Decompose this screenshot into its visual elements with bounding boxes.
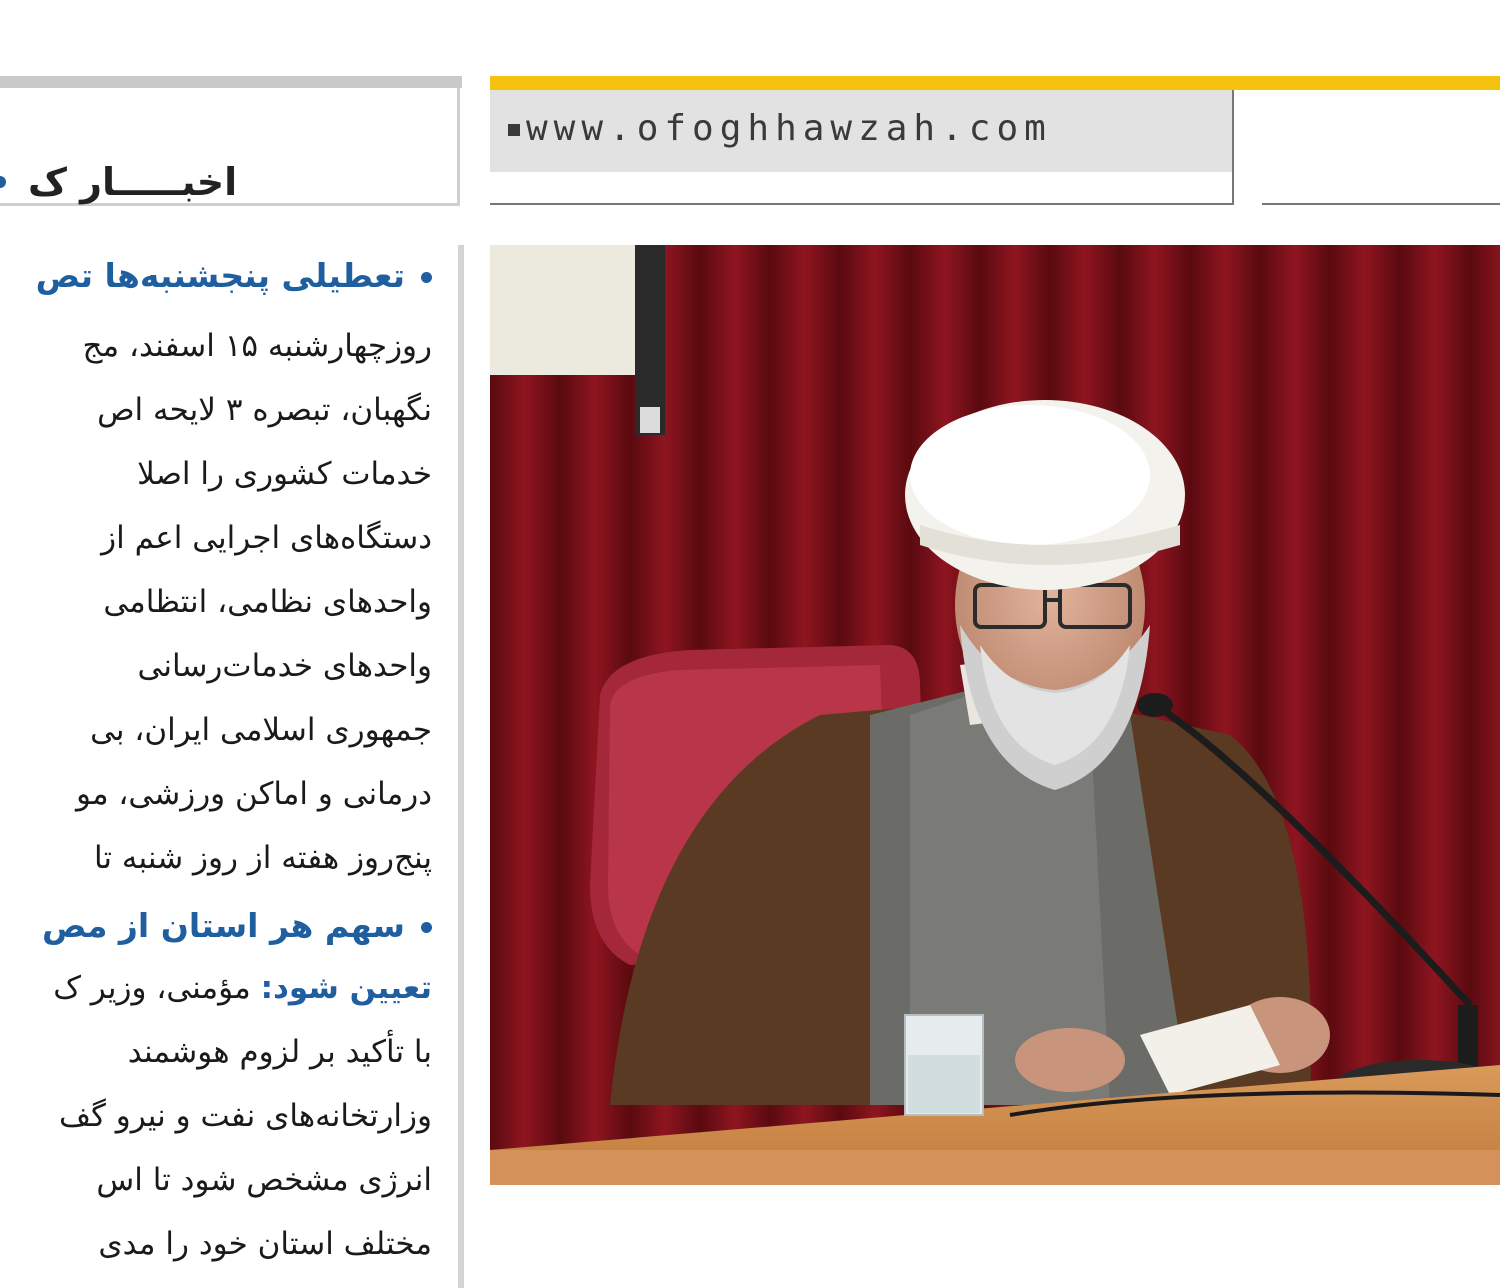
article-photo xyxy=(490,245,1500,1185)
accent-bar xyxy=(490,76,1500,90)
section-title xyxy=(0,160,300,220)
news-line: واحدهای خدمات‌رسانی xyxy=(137,648,432,684)
section-bullet-icon xyxy=(0,176,6,188)
news-lead-rest: مؤمنی، وزیر ک xyxy=(53,970,251,1006)
header-rule xyxy=(490,203,1234,205)
news-line: واحدهای نظامی، انتظامی xyxy=(103,584,432,620)
news-headline-1[interactable]: تعطیلی پنجشنبه‌ها تص xyxy=(0,259,432,292)
news-line: نگهبان، تبصره ۳ لایحه اص xyxy=(97,392,432,428)
left-news-column xyxy=(0,0,465,1288)
header-divider xyxy=(1232,90,1234,205)
news-line: خدمات کشوری را اصلا xyxy=(137,456,432,492)
column-divider xyxy=(458,245,464,1288)
news-line: دستگاه‌های اجرایی اعم از xyxy=(101,520,432,556)
news-line: درمانی و اماکن ورزشی، مو xyxy=(75,776,432,812)
news-lead-line xyxy=(0,970,432,1006)
news-headline-2[interactable]: سهم هر استان از مص xyxy=(0,909,432,942)
headline-bullet-icon xyxy=(421,922,432,933)
news-lead: تعیین شود: xyxy=(260,970,432,1006)
news-line: انرژی مشخص شود تا اس xyxy=(96,1162,432,1198)
headline-bullet-icon xyxy=(421,272,432,283)
section-title-text: اخبـــــار ک xyxy=(28,160,238,204)
news-line: روزچهارشنبه ۱۵ اسفند، مج xyxy=(82,328,432,364)
news-text-block xyxy=(0,245,432,1288)
news-line: پنج‌روز هفته از روز شنبه تا xyxy=(93,840,432,876)
header-rule xyxy=(1262,203,1500,205)
news-line: جمهوری اسلامی ایران، بی xyxy=(90,712,432,748)
column-header-bar xyxy=(0,76,462,88)
news-line: با تأکید بر لزوم هوشمند xyxy=(127,1034,432,1070)
news-line: وزارتخانه‌های نفت و نیرو گف xyxy=(59,1098,432,1134)
site-url[interactable]: www.ofoghhawzah.com xyxy=(508,108,1052,149)
square-bullet-icon xyxy=(508,124,520,136)
news-line: مختلف استان خود را مدی xyxy=(98,1226,432,1262)
